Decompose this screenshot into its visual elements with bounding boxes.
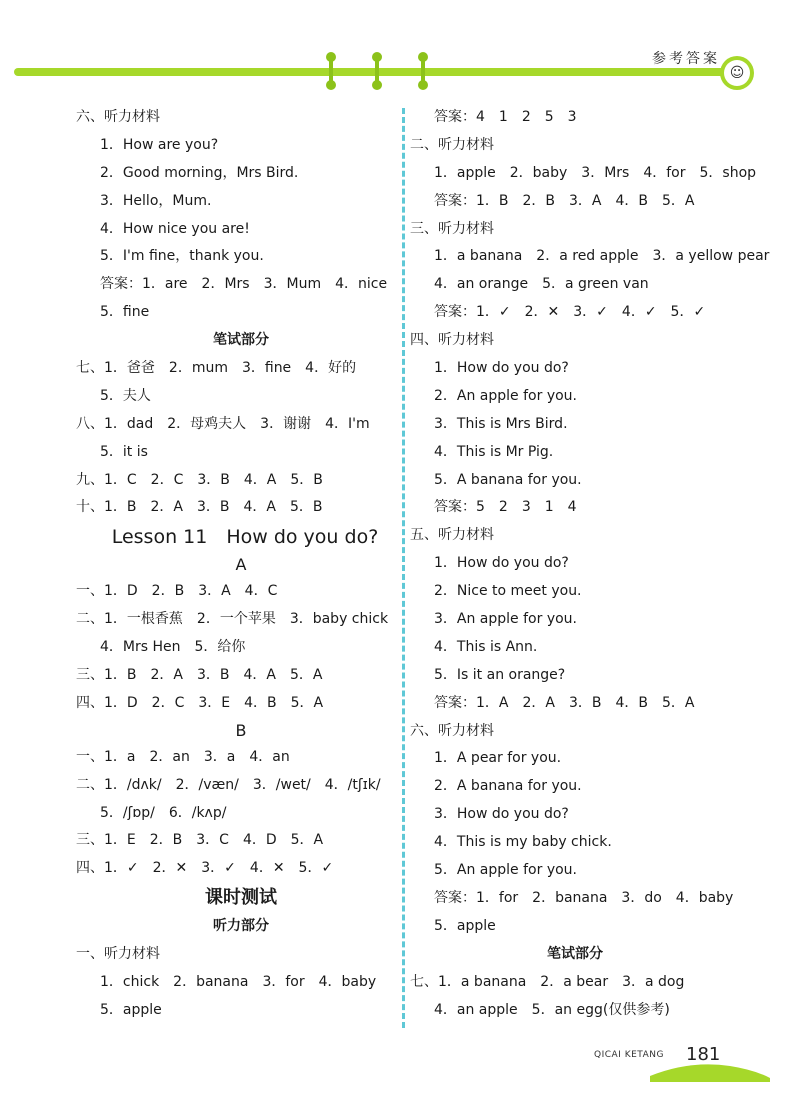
- mascot-icon: ☺: [720, 56, 754, 90]
- text-line: 听力部分: [213, 918, 269, 935]
- text-line: 笔试部分: [547, 945, 603, 962]
- text-line: 4．This is Ann.: [434, 638, 538, 655]
- text-line: 4．This is Mr Pig.: [434, 443, 554, 460]
- text-line: 5．/ʃɒp/ 6．/kʌp/: [100, 804, 227, 821]
- text-line: B: [235, 720, 247, 740]
- left-column: [76, 104, 406, 1025]
- text-line: 5．I'm fine，thank you.: [100, 248, 264, 265]
- text-line: 1．A pear for you.: [434, 750, 562, 767]
- text-line: 3．This is Mrs Bird.: [434, 415, 568, 432]
- text-line: 答案：1．for 2．banana 3．do 4．baby: [434, 889, 734, 906]
- text-line: 四、1．D 2．C 3．E 4．B 5．A: [76, 694, 324, 711]
- text-line: 七、1．a banana 2．a bear 3．a dog: [410, 973, 685, 990]
- text-line: 3．Hello，Mum.: [100, 192, 212, 209]
- text-line: 3．How do you do?: [434, 806, 569, 823]
- text-line: 六、听力材料: [410, 722, 494, 739]
- text-line: 笔试部分: [213, 332, 269, 349]
- text-line: 二、听力材料: [410, 136, 494, 153]
- text-line: 四、听力材料: [410, 332, 494, 349]
- footer-label: QICAI KETANG: [594, 1050, 664, 1060]
- text-line: 4．an apple 5．an egg(仅供参考): [434, 1001, 670, 1018]
- text-line: 3．An apple for you.: [434, 611, 577, 628]
- binder-pin-icon: [372, 52, 382, 90]
- text-line: 五、听力材料: [410, 527, 494, 544]
- text-line: 5．夫人: [100, 387, 151, 404]
- text-line: 1．chick 2．banana 3．for 4．baby: [100, 974, 377, 991]
- text-line: 5．A banana for you.: [434, 471, 582, 488]
- text-line: 4．Mrs Hen 5．给你: [100, 639, 246, 656]
- text-line: 5．it is: [100, 443, 148, 460]
- text-line: 答案：1．B 2．B 3．A 4．B 5．A: [434, 192, 695, 209]
- text-line: 六、听力材料: [76, 109, 160, 125]
- text-line: 八、1．dad 2．母鸡夫人 3．谢谢 4．I'm: [76, 415, 370, 432]
- text-line: 2．A banana for you.: [434, 778, 582, 795]
- text-line: 课时测试: [205, 887, 277, 909]
- text-line: 4．This is my baby chick.: [434, 834, 612, 851]
- header-title: 参考答案: [652, 51, 720, 67]
- text-line: 答案：5 2 3 1 4: [434, 499, 577, 516]
- text-line: 十、1．B 2．A 3．B 4．A 5．B: [76, 499, 323, 516]
- text-line: Lesson 11 How do you do?: [111, 526, 379, 549]
- text-line: 答案：1．A 2．A 3．B 4．B 5．A: [434, 694, 695, 711]
- text-line: 1．How do you do?: [434, 360, 569, 377]
- text-line: 九、1．C 2．C 3．B 4．A 5．B: [76, 471, 323, 488]
- text-line: 1．How do you do?: [434, 555, 569, 572]
- text-line: 一、1．D 2．B 3．A 4．C: [76, 583, 278, 600]
- binder-pin-icon: [326, 52, 336, 90]
- text-line: 二、1．/dʌk/ 2．/væn/ 3．/wet/ 4．/tʃɪk/: [76, 776, 381, 793]
- text-line: A: [235, 555, 247, 575]
- binder-pin-icon: [418, 52, 428, 90]
- text-line: 5．An apple for you.: [434, 862, 577, 879]
- text-line: 2．An apple for you.: [434, 387, 577, 404]
- text-line: 5．apple: [100, 1001, 162, 1018]
- right-column: [410, 104, 770, 1024]
- text-line: 答案：1．are 2．Mrs 3．Mum 4．nice: [100, 276, 388, 293]
- text-line: 一、听力材料: [76, 946, 160, 963]
- text-line: 2．Good morning，Mrs Bird.: [100, 164, 299, 181]
- text-line: 答案：4 1 2 5 3: [434, 109, 577, 125]
- text-line: 三、1．B 2．A 3．B 4．A 5．A: [76, 667, 323, 684]
- text-line: 1．a banana 2．a red apple 3．a yellow pear: [434, 248, 770, 265]
- text-line: 四、1．✓ 2．✕ 3．✓ 4．✕ 5．✓: [76, 860, 334, 877]
- text-line: 5．apple: [434, 917, 496, 934]
- text-line: 三、听力材料: [410, 220, 494, 237]
- text-line: 1．How are you?: [100, 136, 219, 153]
- text-line: 答案：1．✓ 2．✕ 3．✓ 4．✓ 5．✓: [434, 304, 706, 321]
- text-line: 七、1．爸爸 2．mum 3．fine 4．好的: [76, 360, 357, 377]
- text-line: 4．an orange 5．a green van: [434, 276, 649, 293]
- text-line: 4．How nice you are!: [100, 220, 250, 237]
- text-line: 二、1．一根香蕉 2．一个苹果 3．baby chick: [76, 611, 389, 628]
- page-number: 181: [686, 1044, 721, 1065]
- text-line: 一、1．a 2．an 3．a 4．an: [76, 748, 290, 765]
- text-line: 5．Is it an orange?: [434, 666, 566, 683]
- text-line: 三、1．E 2．B 3．C 4．D 5．A: [76, 832, 324, 849]
- text-line: 5．fine: [100, 304, 150, 321]
- text-line: 2．Nice to meet you.: [434, 583, 582, 600]
- text-line: 1．apple 2．baby 3．Mrs 4．for 5．shop: [434, 164, 757, 181]
